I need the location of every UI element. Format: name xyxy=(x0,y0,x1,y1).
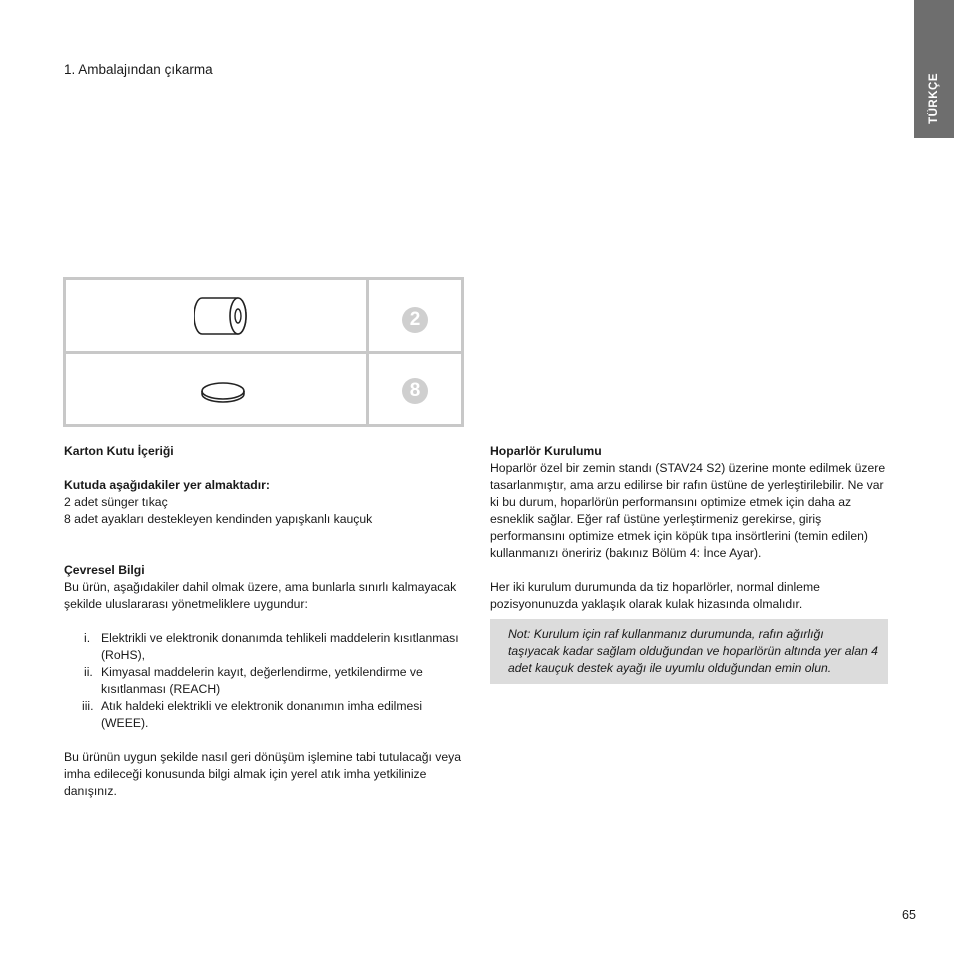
speaker-setup-text: Hoparlör özel bir zemin standı (STAV24 S2) üzerine monte edilmek üzere tasarlanmıştır, ama arzu edilirse bir rafın üstüne de yerleştirilebilir. Ne var ki bu durum, hoparlörün performansını optimize etmek için daha az esneklik sağlar. Eğer raf üstüne yerleştirmeniz gerekirse, giriş performansını optimize etmek için köpük tıpa insörtlerini (temin edilen) kullanmanızı öneririz (bakınız Bölüm 4: İnce Ayar). xyxy=(490,461,886,560)
environment-title: Çevresel Bilgi xyxy=(64,563,145,577)
regulation-list xyxy=(64,630,464,732)
rubber-foot-icon xyxy=(198,378,248,404)
table-row xyxy=(369,354,461,424)
foam-plug-icon xyxy=(194,294,254,340)
contents-line: 2 adet sünger tıkaç xyxy=(64,495,168,509)
language-tab-label: TÜRKÇE xyxy=(927,73,940,124)
quantity-badge: 8 xyxy=(402,378,428,404)
list-text: Kimyasal maddelerin kayıt, değerlendirme, yetkilendirme ve kısıtlanması (REACH) xyxy=(101,665,423,696)
note-text: Not: Kurulum için raf kullanmanız durumunda, rafın ağırlığı taşıyacak kadar sağlam olduğundan ve hoparlörün altında yer alan 4 adet kauçuk destek ayağı ile uyumlu olduğundan emin olun. xyxy=(508,627,878,675)
section-heading: 1. Ambalajından çıkarma xyxy=(64,62,213,77)
environment-outro: Bu ürünün uygun şekilde nasıl geri dönüşüm işlemine tabi tutulacağı veya imha edileceği konusunda bilgi almak için yerel atık imha yetkilinize danışınız. xyxy=(64,750,462,798)
parts-table xyxy=(63,277,464,427)
list-number: ii. xyxy=(84,665,93,679)
speaker-setup-title: Hoparlör Kurulumu xyxy=(490,444,602,458)
list-number: iii. xyxy=(82,699,94,713)
table-row xyxy=(66,280,366,351)
left-column xyxy=(64,443,464,800)
list-item xyxy=(64,664,464,698)
list-number: i. xyxy=(84,631,91,645)
list-text: Elektrikli ve elektronik donanımda tehlikeli maddelerin kısıtlanması (RoHS), xyxy=(101,631,459,662)
environment-intro: Bu ürün, aşağıdakiler dahil olmak üzere, ama bunlarla sınırlı kalmayacak şekilde uluslararası yönetmeliklere uygundur: xyxy=(64,580,457,611)
list-item xyxy=(64,630,464,664)
language-tab xyxy=(914,0,954,138)
table-row xyxy=(369,280,461,351)
quantity-badge: 2 xyxy=(402,307,428,333)
speaker-setup-text: Her iki kurulum durumunda da tiz hoparlörler, normal dinleme pozisyonunuzda yaklaşık olarak kulak hizasında olmalıdır. xyxy=(490,580,820,611)
contents-title: Kutuda aşağıdakiler yer almaktadır: xyxy=(64,478,270,492)
box-contents-title: Karton Kutu İçeriği xyxy=(64,444,174,458)
right-column xyxy=(490,443,888,684)
table-row xyxy=(66,354,366,424)
list-text: Atık haldeki elektrikli ve elektronik donanımın imha edilmesi (WEEE). xyxy=(101,699,423,730)
contents-line: 8 adet ayakları destekleyen kendinden yapışkanlı kauçuk xyxy=(64,512,373,526)
list-item xyxy=(64,698,464,732)
note-box xyxy=(490,619,888,684)
page-number: 65 xyxy=(902,908,916,922)
